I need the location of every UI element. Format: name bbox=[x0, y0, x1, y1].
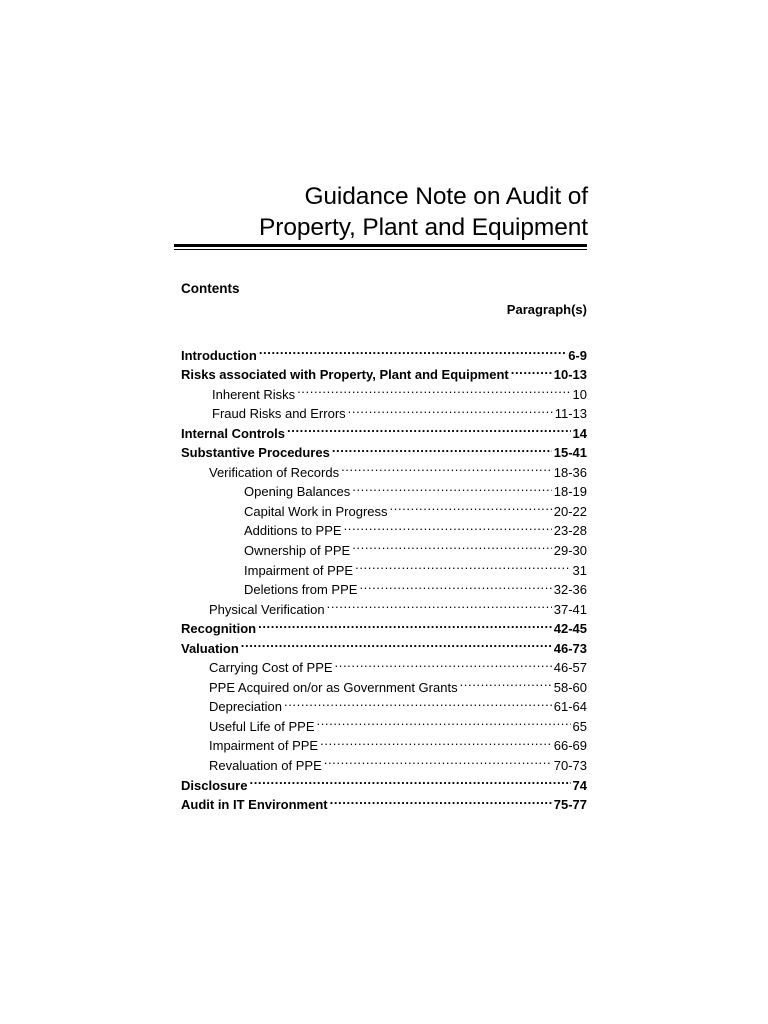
toc-entry-label: PPE Acquired on/or as Government Grants bbox=[209, 679, 458, 695]
toc-entry-label: Ownership of PPE bbox=[244, 543, 351, 559]
toc-entry-paragraph: 58-60 bbox=[553, 679, 587, 695]
toc-entry-label: Revaluation of PPE bbox=[209, 758, 322, 774]
toc-leader-dots bbox=[249, 770, 570, 790]
toc-leader-dots bbox=[352, 535, 552, 555]
toc-leader-dots bbox=[511, 360, 552, 380]
toc-entry-label: Depreciation bbox=[209, 699, 282, 715]
toc-entry-label: Useful Life of PPE bbox=[209, 718, 315, 734]
toc-entry[interactable] bbox=[181, 711, 587, 734]
toc-entry[interactable] bbox=[181, 672, 587, 695]
toc-entry-label: Substantive Procedures bbox=[181, 445, 330, 461]
toc-entry[interactable] bbox=[181, 790, 587, 813]
toc-leader-dots bbox=[335, 653, 552, 673]
toc-entry[interactable] bbox=[181, 594, 587, 617]
toc-leader-dots bbox=[330, 790, 552, 810]
toc-leader-dots bbox=[317, 711, 571, 731]
toc-leader-dots bbox=[241, 633, 552, 653]
toc-entry-label: Verification of Records bbox=[209, 464, 340, 480]
toc-leader-dots bbox=[297, 379, 570, 399]
toc-entry-label: Capital Work in Progress bbox=[244, 503, 388, 519]
toc-entry-paragraph: 15-41 bbox=[553, 445, 587, 461]
toc-leader-dots bbox=[355, 555, 570, 575]
toc-leader-dots bbox=[258, 614, 552, 634]
toc-entry[interactable] bbox=[181, 399, 587, 422]
toc-leader-dots bbox=[259, 340, 566, 360]
paragraph-column-heading: Paragraph(s) bbox=[506, 302, 587, 317]
toc-entry-paragraph: 75-77 bbox=[553, 797, 587, 813]
document-title-line-2: Property, Plant and Equipment bbox=[259, 214, 588, 241]
toc-entry-label: Internal Controls bbox=[181, 425, 286, 441]
toc-entry-paragraph: 18-19 bbox=[553, 484, 587, 500]
toc-entry-label: Additions to PPE bbox=[244, 523, 342, 539]
toc-leader-dots bbox=[324, 750, 552, 770]
title-rule-thin bbox=[174, 249, 587, 250]
toc-entry[interactable] bbox=[181, 457, 587, 480]
toc-leader-dots bbox=[359, 575, 551, 595]
toc-entry-paragraph: 6-9 bbox=[568, 347, 587, 363]
toc-entry-label: Fraud Risks and Errors bbox=[212, 406, 346, 422]
toc-entry[interactable] bbox=[181, 379, 587, 402]
toc-entry[interactable] bbox=[181, 418, 587, 441]
toc-entry[interactable] bbox=[181, 575, 587, 598]
toc-entry[interactable] bbox=[181, 731, 587, 754]
toc-leader-dots bbox=[390, 496, 552, 516]
toc-entry-paragraph: 46-73 bbox=[553, 640, 587, 656]
toc-entry[interactable] bbox=[181, 438, 587, 461]
toc-entry-label: Deletions from PPE bbox=[244, 582, 358, 598]
toc-entry-paragraph: 66-69 bbox=[553, 738, 587, 754]
toc-entry-paragraph: 10-13 bbox=[553, 367, 587, 383]
toc-entry-label: Impairment of PPE bbox=[209, 738, 319, 754]
toc-entry[interactable] bbox=[181, 516, 587, 539]
toc-entry-label: Physical Verification bbox=[209, 601, 325, 617]
toc-entry-label: Disclosure bbox=[181, 777, 248, 793]
table-of-contents bbox=[181, 340, 587, 813]
toc-entry-paragraph: 74 bbox=[572, 777, 587, 793]
toc-leader-dots bbox=[284, 692, 552, 712]
toc-entry-paragraph: 20-22 bbox=[553, 503, 587, 519]
toc-entry-label: Inherent Risks bbox=[212, 386, 296, 402]
toc-leader-dots bbox=[348, 399, 553, 419]
toc-entry-paragraph: 10 bbox=[572, 386, 587, 402]
toc-entry[interactable] bbox=[181, 535, 587, 559]
toc-entry[interactable] bbox=[181, 770, 587, 793]
toc-entry-label: Opening Balances bbox=[244, 484, 351, 500]
toc-entry[interactable] bbox=[181, 692, 587, 715]
toc-entry[interactable] bbox=[181, 614, 587, 637]
toc-entry-paragraph: 65 bbox=[572, 718, 587, 734]
toc-entry-paragraph: 18-36 bbox=[553, 464, 587, 480]
toc-entry[interactable] bbox=[181, 653, 587, 676]
toc-entry-label: Impairment of PPE bbox=[244, 562, 354, 578]
toc-entry[interactable] bbox=[181, 555, 587, 578]
toc-entry-paragraph: 31 bbox=[572, 562, 587, 578]
toc-entry-paragraph: 61-64 bbox=[553, 699, 587, 715]
toc-leader-dots bbox=[352, 477, 552, 497]
toc-entry[interactable] bbox=[181, 633, 587, 656]
title-rule-thick bbox=[174, 244, 587, 247]
toc-entry-paragraph: 42-45 bbox=[553, 621, 587, 637]
toc-leader-dots bbox=[320, 731, 552, 751]
toc-entry[interactable] bbox=[181, 340, 587, 363]
toc-leader-dots bbox=[460, 672, 552, 692]
toc-entry-label: Recognition bbox=[181, 621, 257, 637]
toc-entry-paragraph: 46-57 bbox=[553, 660, 587, 676]
toc-entry[interactable] bbox=[181, 496, 587, 519]
toc-entry-label: Risks associated with Property, Plant and Equipment bbox=[181, 367, 509, 383]
toc-entry[interactable] bbox=[181, 360, 587, 383]
toc-entry-paragraph: 70-73 bbox=[553, 758, 587, 774]
toc-entry-paragraph: 32-36 bbox=[553, 582, 587, 598]
toc-leader-dots bbox=[341, 457, 552, 477]
toc-entry-label: Carrying Cost of PPE bbox=[209, 660, 333, 676]
toc-entry-label: Audit in IT Environment bbox=[181, 797, 328, 813]
toc-leader-dots bbox=[327, 594, 552, 614]
toc-entry[interactable] bbox=[181, 750, 587, 774]
toc-entry-paragraph: 29-30 bbox=[553, 543, 587, 559]
contents-heading: Contents bbox=[181, 281, 240, 296]
toc-leader-dots bbox=[332, 438, 552, 458]
toc-entry-paragraph: 14 bbox=[572, 425, 587, 441]
toc-entry-label: Valuation bbox=[181, 640, 239, 656]
toc-entry-paragraph: 11-13 bbox=[554, 406, 587, 422]
toc-entry-paragraph: 37-41 bbox=[553, 601, 587, 617]
toc-entry-label: Introduction bbox=[181, 347, 257, 363]
toc-entry[interactable] bbox=[181, 477, 587, 500]
toc-leader-dots bbox=[287, 418, 571, 438]
toc-leader-dots bbox=[344, 516, 552, 536]
toc-entry-paragraph: 23-28 bbox=[553, 523, 587, 539]
document-title-line-1: Guidance Note on Audit of bbox=[304, 183, 588, 210]
